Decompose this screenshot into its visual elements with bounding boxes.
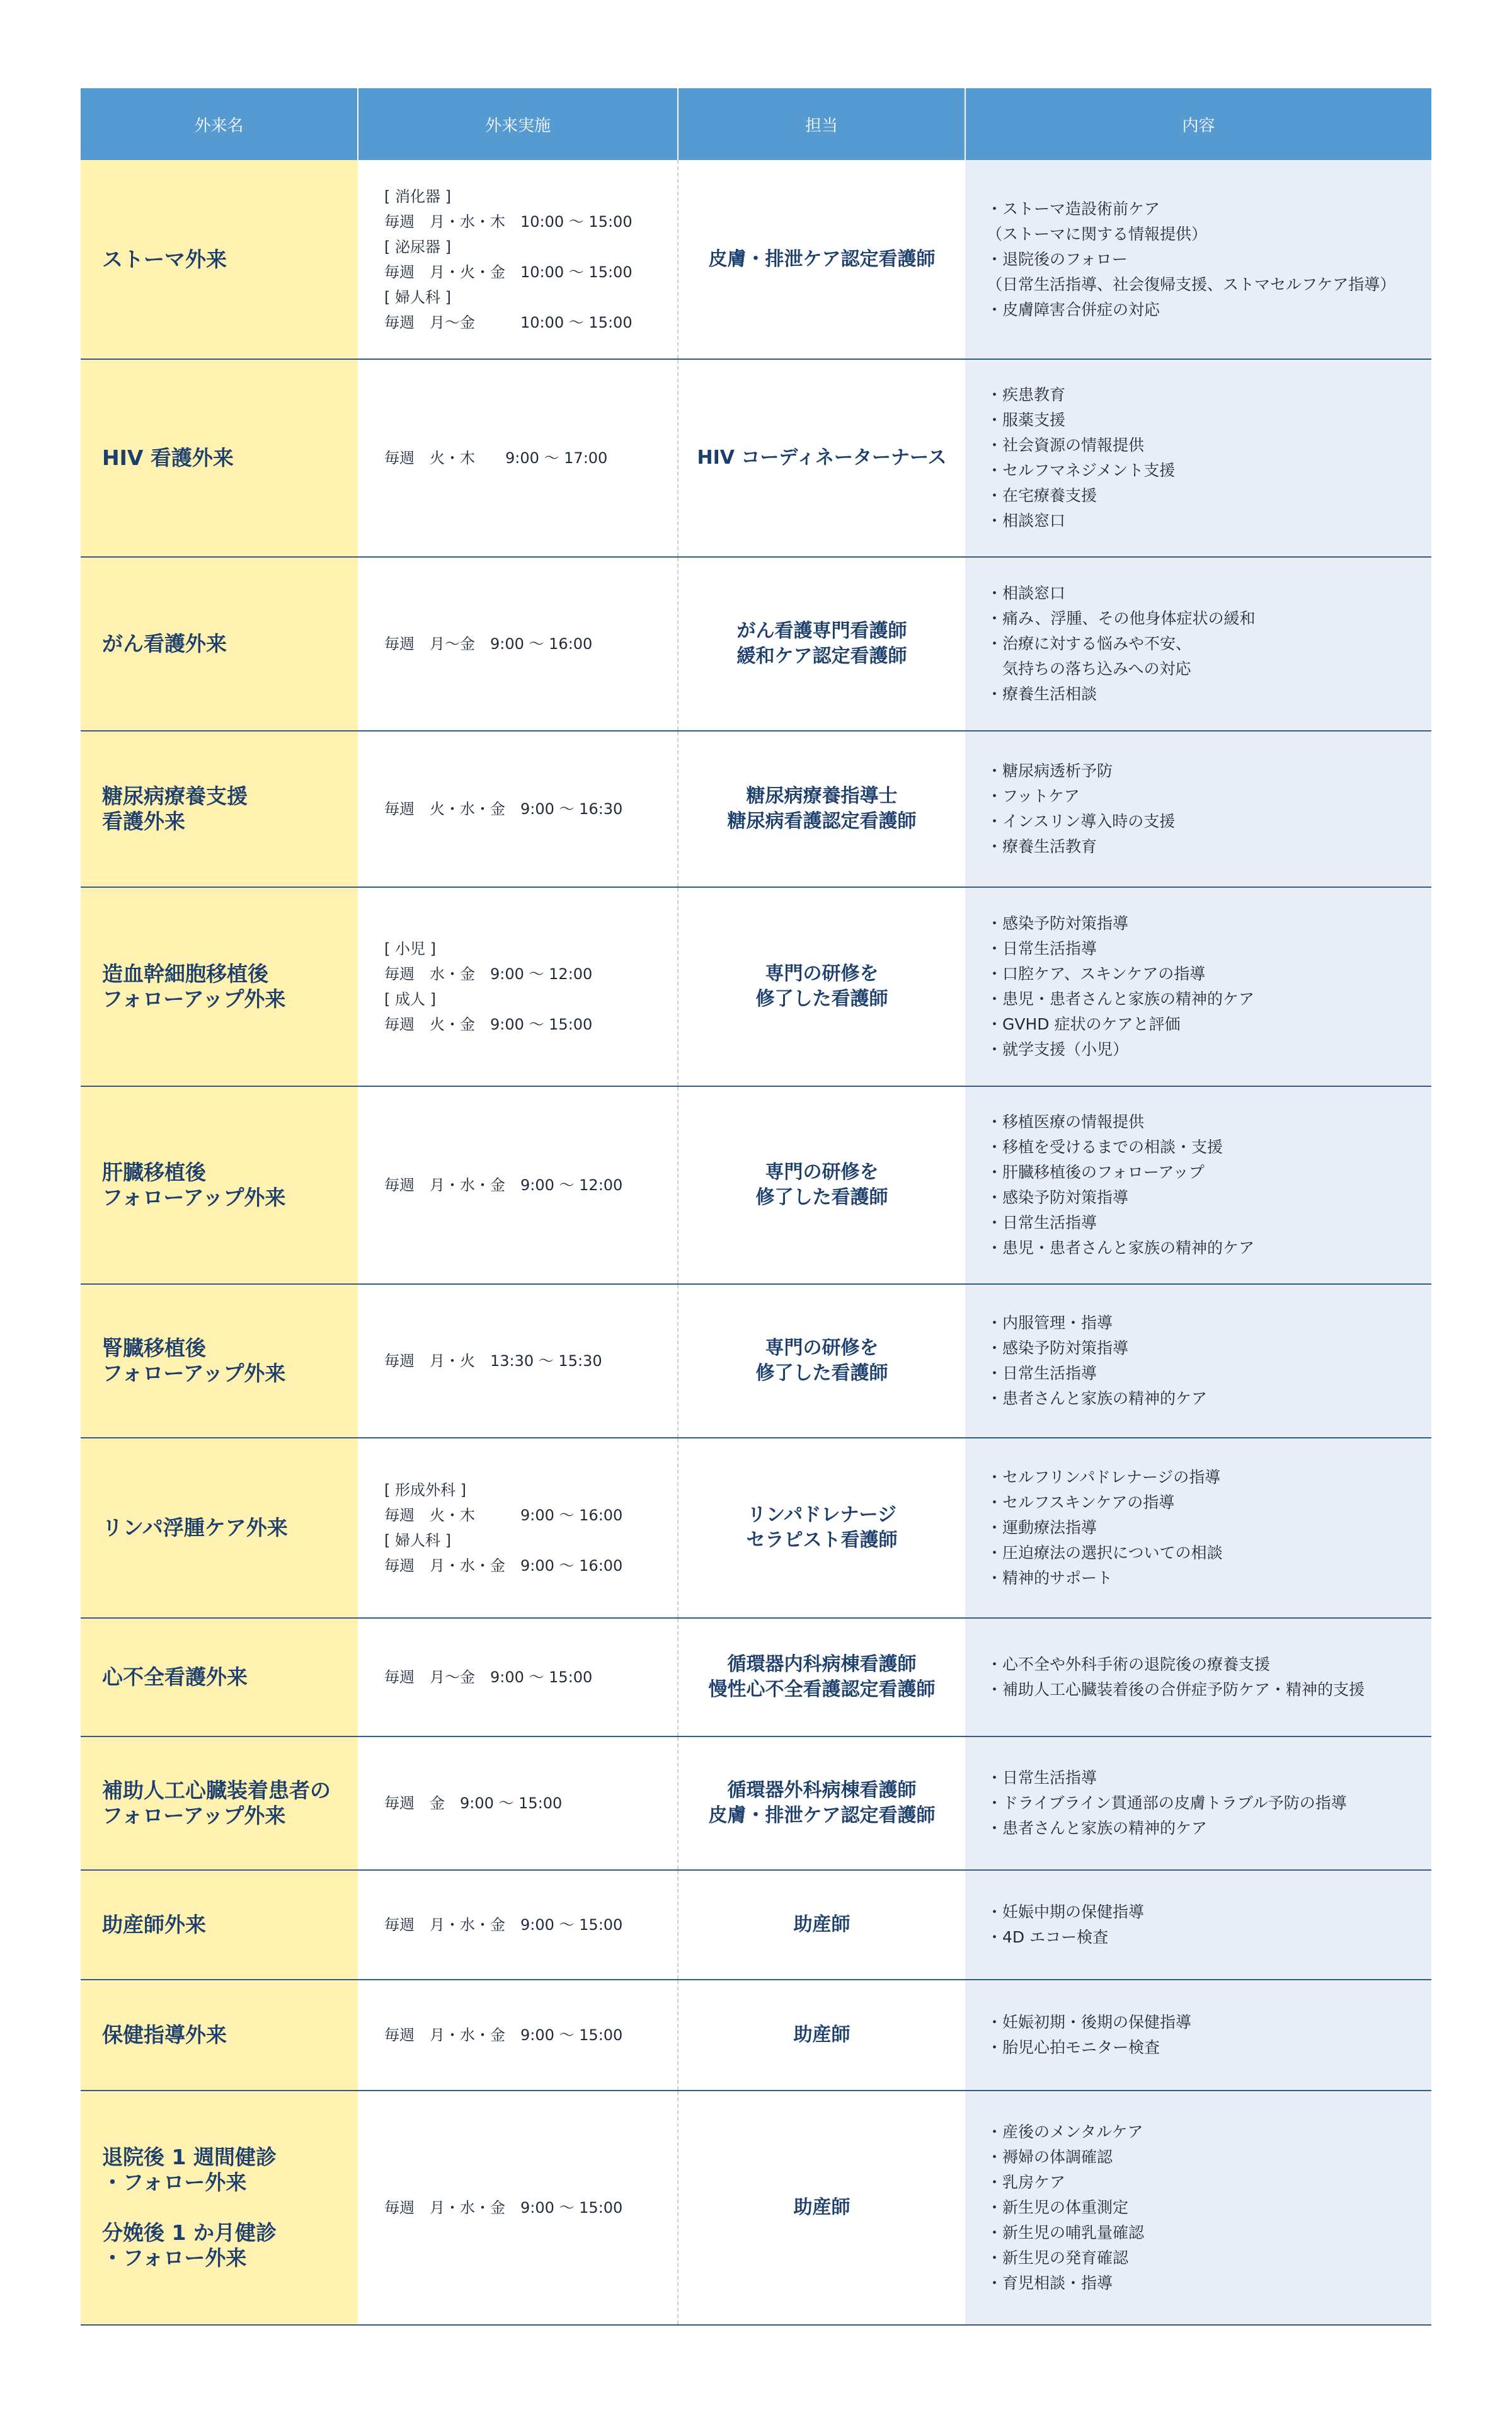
content-item: ・妊娠中期の保健指導 (987, 1903, 1145, 1921)
clinic-schedule: 毎週 月・水・金 9:00 〜 15:00 (358, 1870, 678, 1980)
content-item: ・患者さんと家族の精神的ケア (987, 1819, 1208, 1837)
content-list (987, 1900, 1431, 1950)
content-item: ・相談窓口 (987, 584, 1066, 602)
clinic-name: ストーマ外来 (81, 160, 358, 359)
content-item: ・相談窓口 (987, 512, 1066, 530)
content-item: ・心不全や外科手術の退院後の療養支援 (987, 1655, 1271, 1673)
content-item: ・感染予防対策指導 (987, 1339, 1129, 1357)
content-item: ・日常生活指導 (987, 1364, 1097, 1382)
content-item: （日常生活指導、社会復帰支援、ストマセルフケア指導） (987, 275, 1396, 294)
content-item: ・セルフリンパドレナージの指導 (987, 1468, 1221, 1486)
clinic-schedule: [ 小児 ] 毎週 水・金 9:00 〜 12:00 [ 成人 ] 毎週 火・金 9:00 〜 15:00 (358, 887, 678, 1086)
content-item: ・皮膚障害合併症の対応 (987, 300, 1160, 319)
content-item: ・患者さんと家族の精神的ケア (987, 1389, 1208, 1408)
clinic-name: 退院後 1 週間健診 ・フォロー外来 分娩後 1 か月健診 ・フォロー外来 (81, 2091, 358, 2325)
table-row (81, 359, 1431, 557)
clinic-content (965, 1618, 1431, 1736)
content-item: ・就学支援（小児） (987, 1040, 1129, 1059)
table-row (81, 160, 1431, 359)
table-row (81, 731, 1431, 887)
content-item: ・移植医療の情報提供 (987, 1113, 1145, 1131)
header-row (81, 88, 1431, 160)
content-item: ・移植を受けるまでの相談・支援 (987, 1138, 1223, 1156)
table-row (81, 1618, 1431, 1736)
clinic-content (965, 160, 1431, 359)
clinic-content (965, 1086, 1431, 1284)
clinic-name: 造血幹細胞移植後 フォローアップ外来 (81, 887, 358, 1086)
clinic-schedule: 毎週 火・木 9:00 〜 17:00 (358, 359, 678, 557)
clinic-schedule: [ 形成外科 ] 毎週 火・木 9:00 〜 16:00 [ 婦人科 ] 毎週 月・水・金 9:00 〜 16:00 (358, 1438, 678, 1618)
clinic-staff: 循環器外科病棟看護師 皮膚・排泄ケア認定看護師 (678, 1736, 965, 1870)
content-list (987, 1465, 1431, 1591)
content-item: ・療養生活教育 (987, 837, 1097, 856)
clinic-schedule: 毎週 月・水・金 9:00 〜 15:00 (358, 2091, 678, 2325)
content-item: ・フットケア (987, 787, 1080, 805)
content-item: ・感染予防対策指導 (987, 1188, 1129, 1207)
table-header (81, 88, 1431, 160)
content-item: ・口腔ケア、スキンケアの指導 (987, 965, 1206, 983)
content-item: ・患児・患者さんと家族の精神的ケア (987, 1239, 1255, 1257)
clinic-name: 肝臓移植後 フォローアップ外来 (81, 1086, 358, 1284)
header-staff: 担当 (678, 88, 965, 160)
content-item: ・セルフマネジメント支援 (987, 461, 1176, 479)
clinic-schedule: 毎週 月・水・金 9:00 〜 12:00 (358, 1086, 678, 1284)
content-item: ・治療に対する悩みや不安、 (987, 634, 1192, 653)
content-item: ・新生児の発育確認 (987, 2249, 1129, 2267)
clinic-content (965, 1736, 1431, 1870)
clinic-staff: がん看護専門看護師 緩和ケア認定看護師 (678, 557, 965, 731)
clinic-staff: 助産師 (678, 2091, 965, 2325)
clinic-staff: 循環器内科病棟看護師 慢性心不全看護認定看護師 (678, 1618, 965, 1736)
content-list (987, 2120, 1431, 2296)
clinic-staff: リンパドレナージ セラピスト看護師 (678, 1438, 965, 1618)
clinic-name: 保健指導外来 (81, 1980, 358, 2091)
content-list (987, 1765, 1431, 1841)
clinic-name: HIV 看護外来 (81, 359, 358, 557)
table-row (81, 1284, 1431, 1438)
content-item: ・補助人工心臓装着後の合併症予防ケア・精神的支援 (987, 1680, 1365, 1699)
content-list (987, 382, 1431, 534)
clinic-staff: 皮膚・排泄ケア認定看護師 (678, 160, 965, 359)
content-item: ・療養生活相談 (987, 685, 1097, 703)
content-item: ・インスリン導入時の支援 (987, 812, 1176, 830)
clinic-name: 腎臓移植後 フォローアップ外来 (81, 1284, 358, 1438)
content-list (987, 197, 1431, 323)
clinic-content (965, 1980, 1431, 2091)
clinic-content (965, 557, 1431, 731)
clinic-staff: 専門の研修を 修了した看護師 (678, 1284, 965, 1438)
content-item: ・社会資源の情報提供 (987, 436, 1145, 454)
content-item: ・妊娠初期・後期の保健指導 (987, 2013, 1192, 2031)
content-item: ・糖尿病透析予防 (987, 762, 1113, 780)
content-item: （ストーマに関する情報提供） (987, 224, 1208, 243)
clinic-name: 補助人工心臓装着患者の フォローアップ外来 (81, 1736, 358, 1870)
table-row (81, 1086, 1431, 1284)
content-list (987, 1652, 1431, 1702)
content-item: ・褥婦の体調確認 (987, 2148, 1113, 2166)
clinic-name: 糖尿病療養支援 看護外来 (81, 731, 358, 887)
clinic-staff: 糖尿病療養指導士 糖尿病看護認定看護師 (678, 731, 965, 887)
clinic-content (965, 2091, 1431, 2325)
clinic-staff: 助産師 (678, 1870, 965, 1980)
clinic-name: リンパ浮腫ケア外来 (81, 1438, 358, 1618)
clinic-content (965, 1438, 1431, 1618)
clinic-schedule: 毎週 金 9:00 〜 15:00 (358, 1736, 678, 1870)
content-item: ・患児・患者さんと家族の精神的ケア (987, 990, 1255, 1008)
clinic-schedule: 毎週 月・水・金 9:00 〜 15:00 (358, 1980, 678, 2091)
content-list (987, 1110, 1431, 1261)
content-item: ・日常生活指導 (987, 1214, 1097, 1232)
clinic-name: がん看護外来 (81, 557, 358, 731)
content-item: ・産後のメンタルケア (987, 2123, 1143, 2141)
table-row (81, 887, 1431, 1086)
content-item: ・胎児心拍モニター検査 (987, 2038, 1160, 2057)
table-row (81, 2091, 1431, 2325)
clinic-schedule: 毎週 月〜金 9:00 〜 16:00 (358, 557, 678, 731)
clinic-name: 心不全看護外来 (81, 1618, 358, 1736)
content-item: ・セルフスキンケアの指導 (987, 1493, 1175, 1512)
content-item: ・圧迫療法の選択についての相談 (987, 1544, 1223, 1562)
clinic-name: 助産師外来 (81, 1870, 358, 1980)
clinic-schedule: 毎週 火・水・金 9:00 〜 16:30 (358, 731, 678, 887)
outpatient-table (81, 88, 1431, 2326)
clinic-staff: HIV コーディネーターナース (678, 359, 965, 557)
table-row (81, 1736, 1431, 1870)
content-item: ・疾患教育 (987, 386, 1066, 404)
header-schedule: 外来実施 (358, 88, 678, 160)
content-item: ・肝臓移植後のフォローアップ (987, 1163, 1205, 1181)
content-item: ・服薬支援 (987, 411, 1066, 429)
content-list (987, 581, 1431, 707)
clinic-content (965, 1284, 1431, 1438)
table-body (81, 160, 1431, 2325)
content-item: ・新生児の体重測定 (987, 2198, 1129, 2217)
content-item: ・精神的サポート (987, 1569, 1113, 1587)
content-list (987, 1311, 1431, 1411)
content-item: ・内服管理・指導 (987, 1314, 1113, 1332)
content-item: ・新生児の哺乳量確認 (987, 2224, 1145, 2242)
clinic-staff: 専門の研修を 修了した看護師 (678, 1086, 965, 1284)
content-item: ・運動療法指導 (987, 1518, 1097, 1537)
clinic-content (965, 887, 1431, 1086)
content-item: ・ドライブライン貫通部の皮膚トラブル予防の指導 (987, 1794, 1347, 1812)
table-row (81, 1980, 1431, 2091)
content-item: ・4D エコー検査 (987, 1928, 1109, 1946)
content-item: ・日常生活指導 (987, 1769, 1097, 1787)
content-item: 気持ちの落ち込みへの対応 (987, 660, 1191, 678)
clinic-schedule: 毎週 月〜金 9:00 〜 15:00 (358, 1618, 678, 1736)
content-item: ・乳房ケア (987, 2173, 1066, 2191)
clinic-staff: 助産師 (678, 1980, 965, 2091)
content-list (987, 2010, 1431, 2060)
content-list (987, 911, 1431, 1062)
header-name: 外来名 (81, 88, 358, 160)
table-row (81, 557, 1431, 731)
content-list (987, 759, 1431, 859)
content-item: ・在宅療養支援 (987, 486, 1097, 505)
clinic-content (965, 731, 1431, 887)
header-content: 内容 (965, 88, 1431, 160)
content-item: ・育児相談・指導 (987, 2274, 1113, 2292)
clinic-content (965, 1870, 1431, 1980)
table-row (81, 1870, 1431, 1980)
table-row (81, 1438, 1431, 1618)
content-item: ・感染予防対策指導 (987, 914, 1129, 932)
content-item: ・ストーマ造設術前ケア (987, 199, 1160, 218)
content-item: ・GVHD 症状のケアと評価 (987, 1015, 1181, 1033)
clinic-content (965, 359, 1431, 557)
clinic-staff: 専門の研修を 修了した看護師 (678, 887, 965, 1086)
content-item: ・日常生活指導 (987, 939, 1097, 958)
clinic-schedule: 毎週 月・火 13:30 〜 15:30 (358, 1284, 678, 1438)
clinic-schedule: [ 消化器 ] 毎週 月・水・木 10:00 〜 15:00 [ 泌尿器 ] 毎週 月・火・金 10:00 〜 15:00 [ 婦人科 ] 毎週 月〜金 10:00 〜 15:00 (358, 160, 678, 359)
content-item: ・退院後のフォロー (987, 250, 1128, 268)
content-item: ・痛み、浮腫、その他身体症状の緩和 (987, 609, 1256, 628)
